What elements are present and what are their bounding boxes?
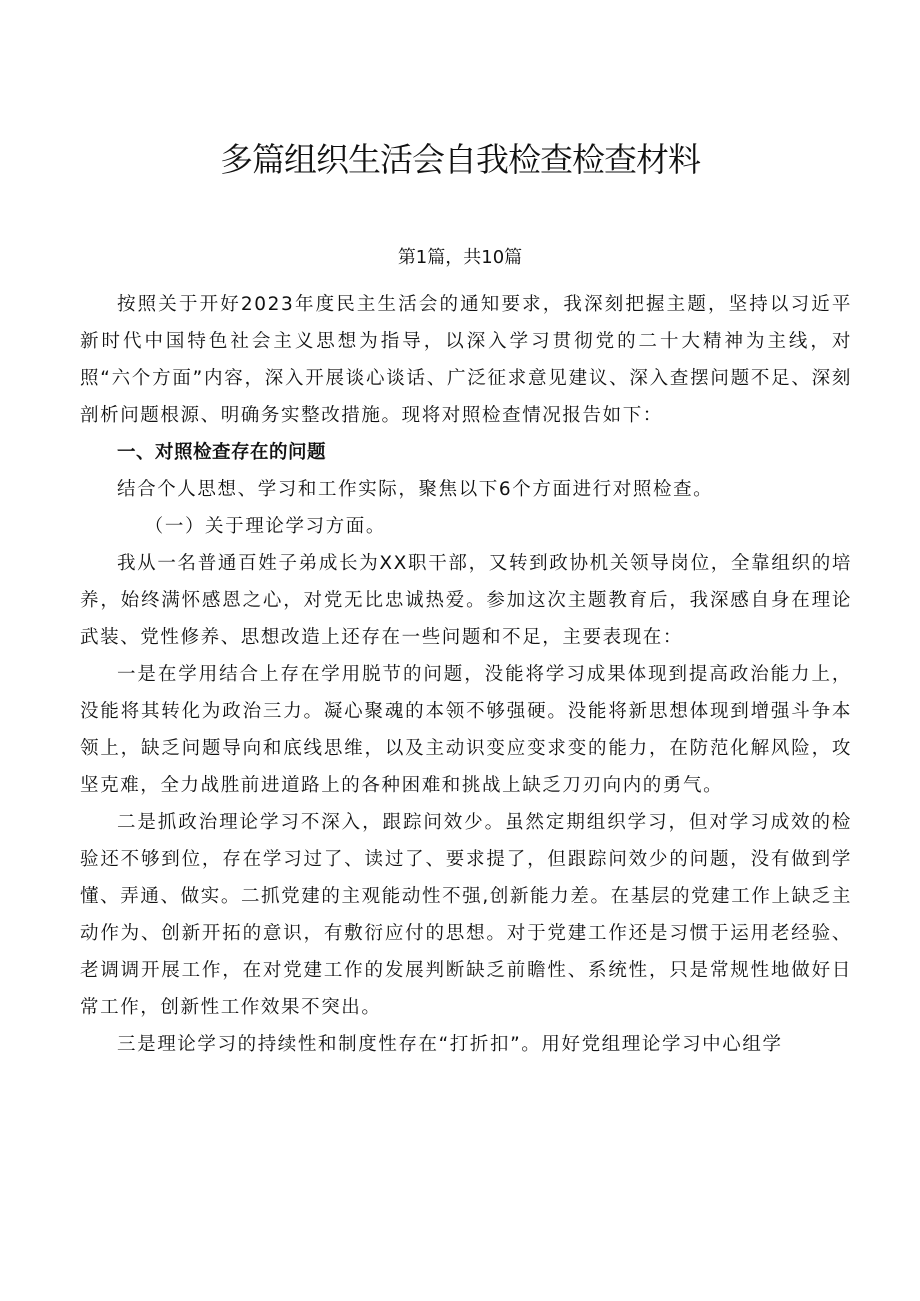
section-intro-paragraph: 结合个人思想、学习和工作实际，聚焦以下6个方面进行对照检查。 (117, 479, 714, 500)
section-heading-1: 一、对照检查存在的问题 (117, 442, 327, 463)
body-paragraph: 三是理论学习的持续性和制度性存在“打折扣”。用好党组理论学习中心组学 (117, 1034, 783, 1055)
document-subtitle: 第1篇，共10篇 (397, 247, 523, 268)
intro-paragraph: 按照关于开好2023年度民主生活会的通知要求，我深刻把握主题，坚持以习近平新时代中国特色社会主义思想为指导，以深入学习贯彻党的二十大精神为主线，对照“六个方面”内容，深入开展谈心谈话、广泛征求意见建议、深入查摆问题不足、深刻剖析问题根源、明确务实整改措施。现将对照检查情况报告如下： (80, 294, 852, 426)
subsection-heading-1: （一）关于理论学习方面。 (144, 516, 386, 537)
body-paragraph: 二是抓政治理论学习不深入，跟踪问效少。虽然定期组织学习，但对学习成效的检验还不够到位，存在学习过了、读过了、要求提了，但跟踪问效少的问题，没有做到学懂、弄通、做实。二抓党建的主观能动性不强,创新能力差。在基层的党建工作上缺乏主动作为、创新开拓的意识，有敷衍应付的思想。对于党建工作还是习惯于运用老经验、老调调开展工作，在对党建工作的发展判断缺乏前瞻性、系统性，只是常规性地做好日常工作，创新性工作效果不突出。 (80, 812, 852, 1018)
body-paragraph: 一是在学用结合上存在学用脱节的问题，没能将学习成果体现到提高政治能力上，没能将其转化为政治三力。凝心聚魂的本领不够强硬。没能将新思想体现到增强斗争本领上，缺乏问题导向和底线思维，以及主动识变应变求变的能力，在防范化解风险，攻坚克难，全力战胜前进道路上的各种困难和挑战上缺乏刀刃向内的勇气。 (80, 664, 852, 796)
body-paragraph: 我从一名普通百姓子弟成长为XX职干部，又转到政协机关领导岗位，全靠组织的培养，始终满怀感恩之心，对党无比忠诚热爱。参加这次主题教育后，我深感自身在理论武装、党性修养、思想改造上还存在一些问题和不足，主要表现在： (80, 553, 852, 648)
document-body (80, 286, 852, 1063)
document-title: 多篇组织生活会自我检查检查材料 (220, 140, 700, 179)
